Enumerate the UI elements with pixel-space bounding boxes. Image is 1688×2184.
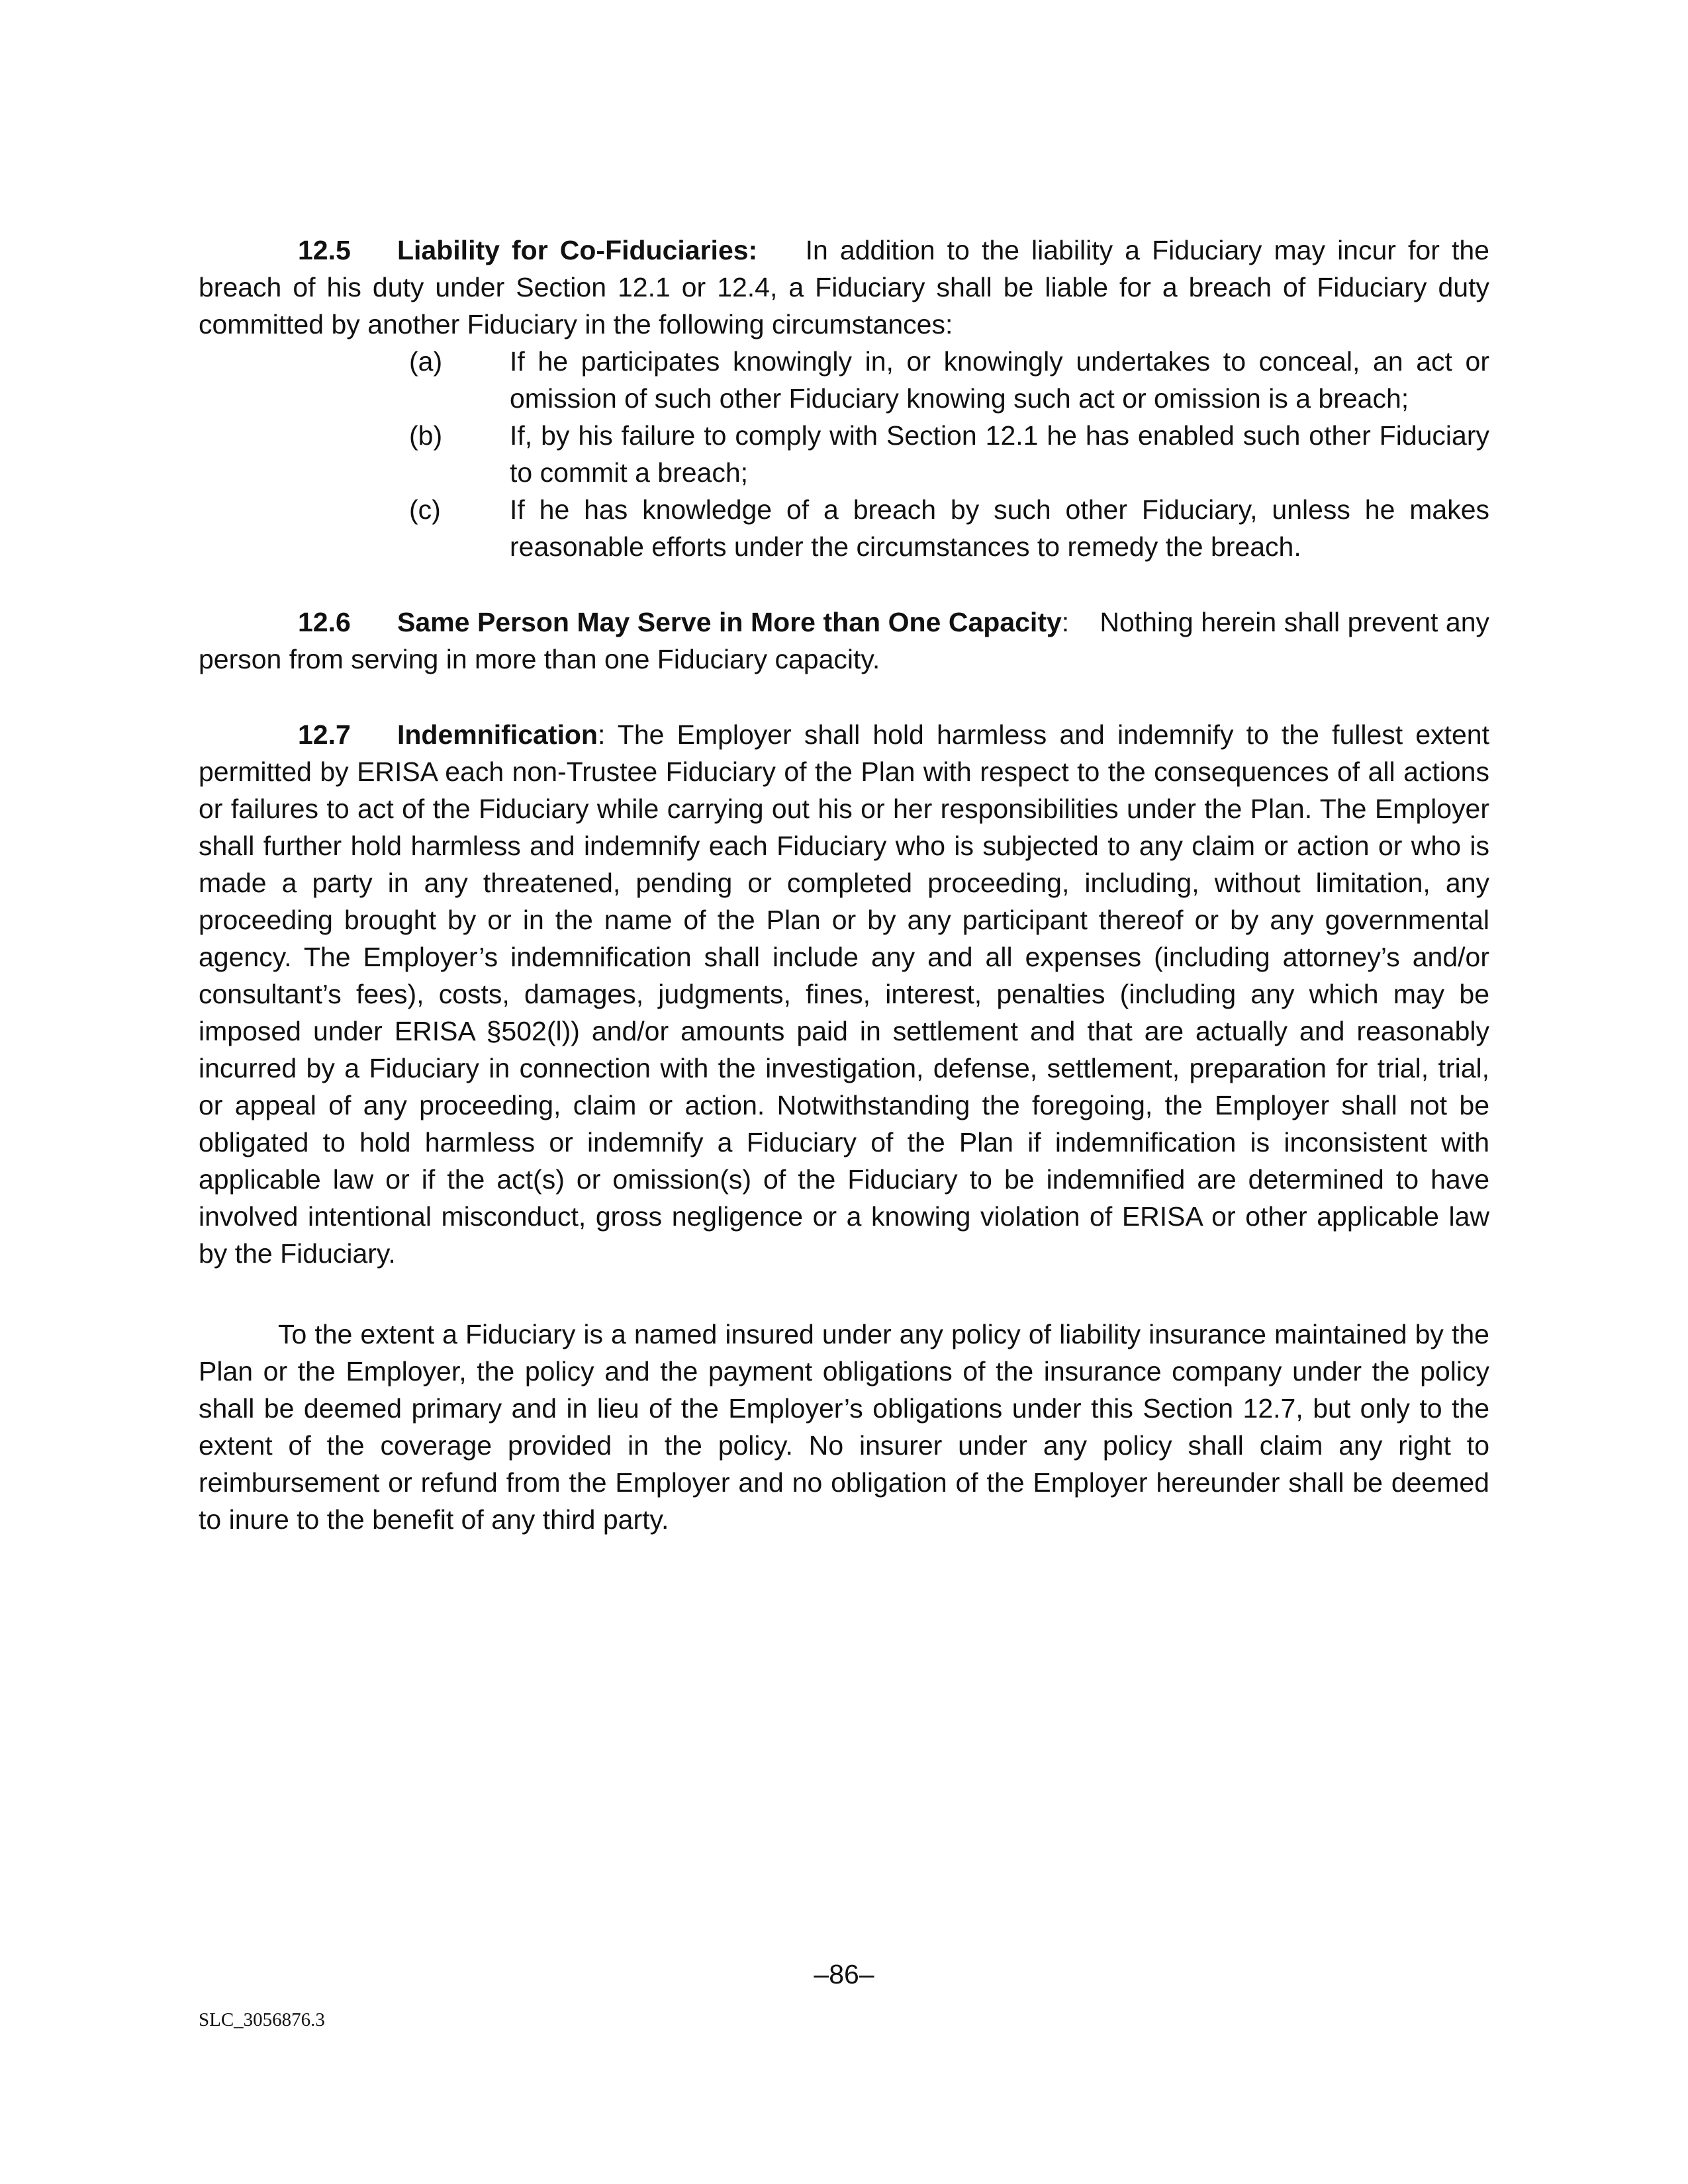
section-12-6 bbox=[199, 604, 1489, 678]
list-item-text: If he participates knowingly in, or knowingly undertakes to conceal, an act or omission of such other Fiduciary knowing such act or omission is a breach; bbox=[510, 346, 1489, 414]
section-title-punct: : bbox=[1061, 607, 1070, 637]
section-title-punct: : bbox=[597, 719, 606, 750]
list-item-label: (c) bbox=[409, 494, 441, 525]
section-number: 12.6 bbox=[298, 607, 351, 637]
section-title: Liability for Co-Fiduciaries: bbox=[397, 235, 758, 265]
list-item-text: If he has knowledge of a breach by such other Fiduciary, unless he makes reasonable efforts under the circumstances to remedy the breach. bbox=[510, 494, 1489, 562]
section-12-7 bbox=[199, 716, 1489, 1272]
document-id: SLC_3056876.3 bbox=[199, 2009, 325, 2030]
list-item-label: (a) bbox=[409, 346, 443, 377]
document-body bbox=[199, 232, 1489, 1538]
section-text: In addition to the liability a Fiduciary may incur for the breach of his duty under Section 12.1 or 12.4, a Fiduciary shall be liable for a breach of Fiduciary duty committed by another Fiduciary in the following circumstances: bbox=[199, 235, 1489, 340]
section-12-5 bbox=[199, 232, 1489, 343]
list-item-a bbox=[199, 343, 1489, 417]
section-number: 12.5 bbox=[298, 235, 351, 265]
list-item-label: (b) bbox=[409, 420, 443, 451]
section-title: Same Person May Serve in More than One Capacity bbox=[397, 607, 1062, 637]
list-item-text: If, by his failure to comply with Section 12.1 he has enabled such other Fiduciary to commit a breach; bbox=[510, 420, 1489, 488]
section-title: Indemnification bbox=[397, 719, 598, 750]
section-text: Nothing herein shall prevent any person from serving in more than one Fiduciary capacity. bbox=[199, 607, 1489, 674]
section-number: 12.7 bbox=[298, 719, 351, 750]
list-item-b bbox=[199, 417, 1489, 491]
section-text: The Employer shall hold harmless and indemnify to the fullest extent permitted by ERISA each non-Trustee Fiduciary of the Plan with respect to the consequences of all actions or failures to act of the Fiduciary while carrying out his or her responsibilities under the Plan. The Employer shall further hold harmless and indemnify each Fiduciary who is subjected to any claim or action or who is made a party in any threatened, pending or completed proceeding, including, without limitation, any proceeding brought by or in the name of the Plan or by any participant thereof or by any governmental agency. The Employer’s indemnification shall include any and all expenses (including attorney’s and/or consultant’s fees), costs, damages, judgments, fines, interest, penalties (including any which may be imposed under ERISA §502(l)) and/or amounts paid in settlement and that are actually and reasonably incurred by a Fiduciary in connection with the investigation, defense, settlement, preparation for trial, trial, or appeal of any proceeding, claim or action. Notwithstanding the foregoing, the Employer shall not be obligated to hold harmless or indemnify a Fiduciary of the Plan if indemnification is inconsistent with applicable law or if the act(s) or omission(s) of the Fiduciary to be indemnified are determined to have involved intentional misconduct, gross negligence or a knowing violation of ERISA or other applicable law by the Fiduciary. bbox=[199, 719, 1490, 1269]
page-number: –86– bbox=[814, 1959, 874, 1989]
list-item-c bbox=[199, 491, 1489, 565]
section-12-7-continuation: To the extent a Fiduciary is a named insured under any policy of liability insurance maintained by the Plan or the Employer, the policy and the payment obligations of the insurance company under the policy shall be deemed primary and in lieu of the Employer’s obligations under this Section 12.7, but only to the extent of the coverage provided in the policy. No insurer under any policy shall claim any right to reimbursement or refund from the Employer and no obligation of the Employer hereunder shall be deemed to inure to the benefit of any third party. bbox=[199, 1319, 1489, 1535]
